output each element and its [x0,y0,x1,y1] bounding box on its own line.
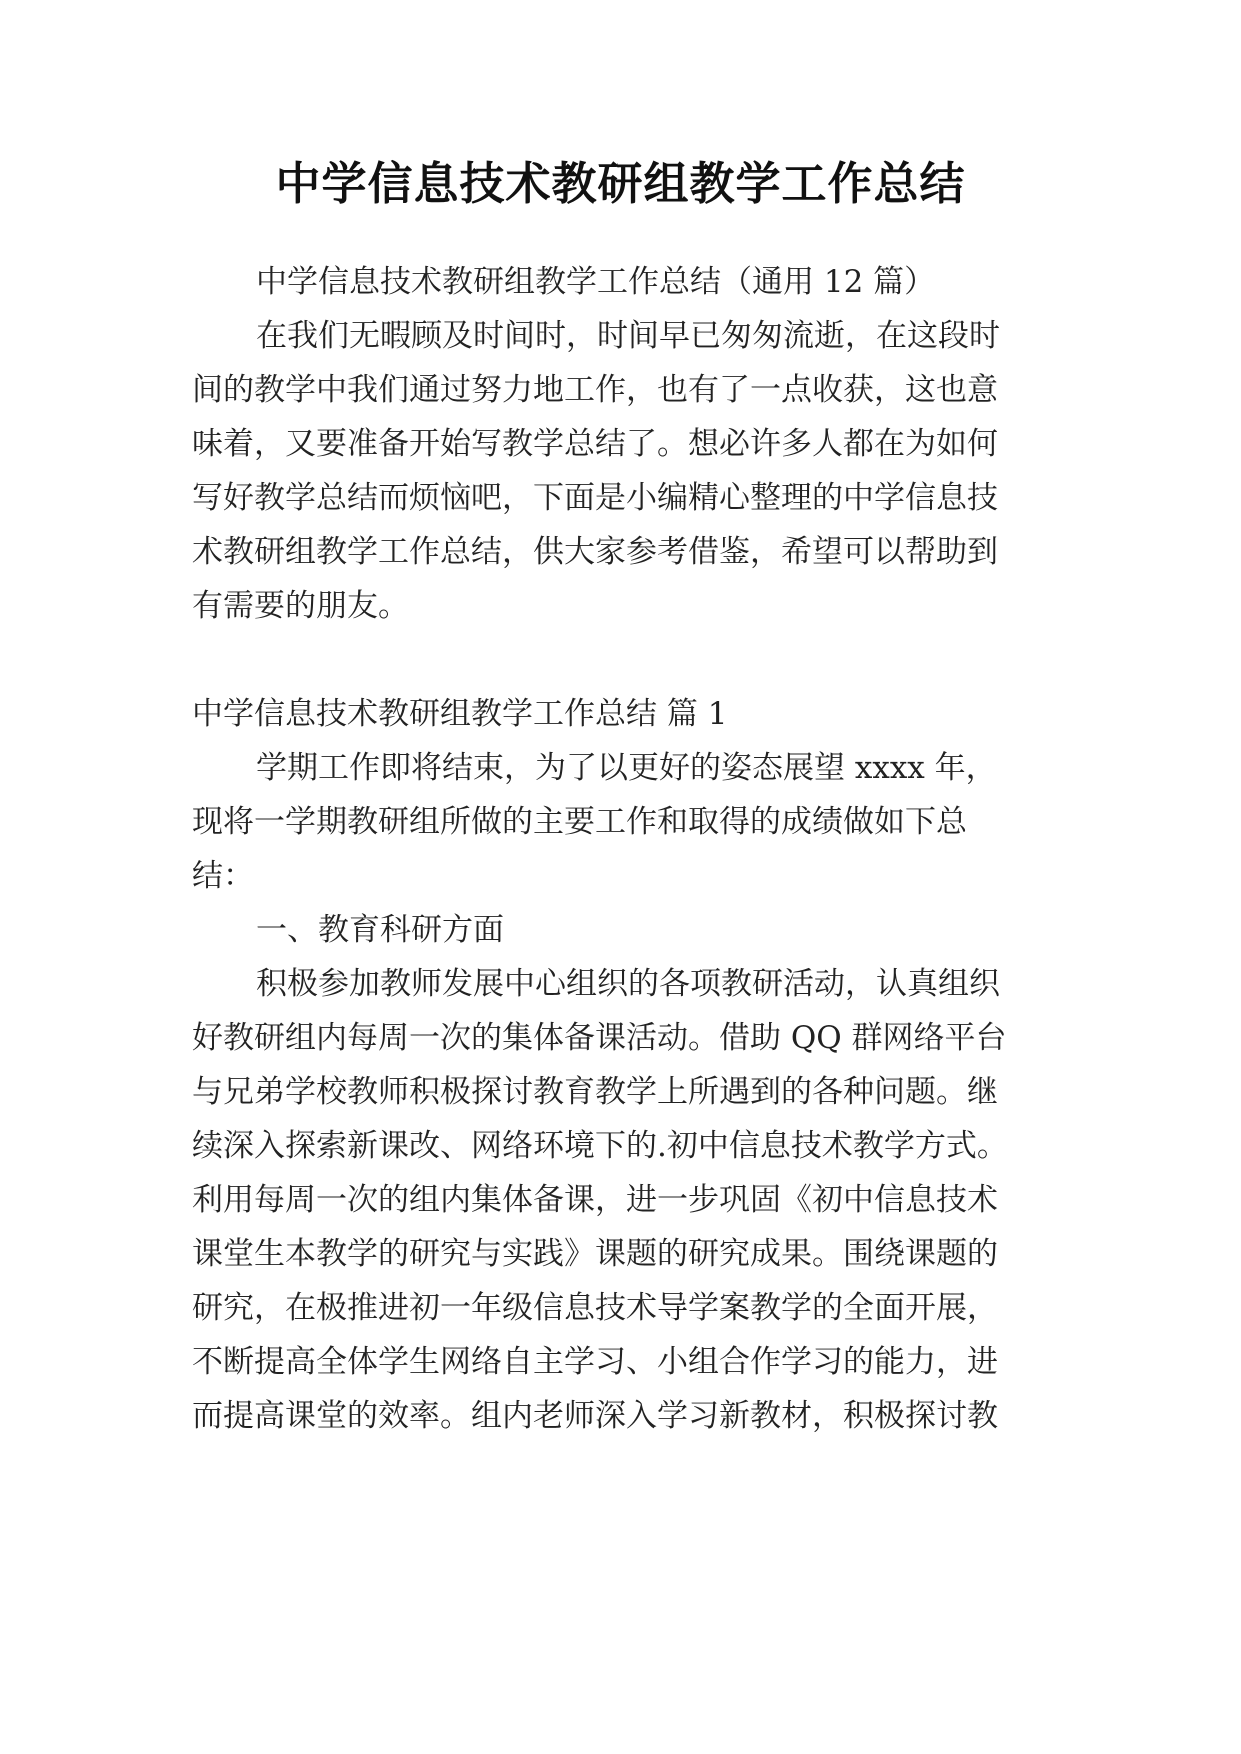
text-line: 积极参加教师发展中心组织的各项教研活动，认真组织 [256,966,1000,1002]
text-line: 学期工作即将结束，为了以更好的姿态展望 xxxx 年， [256,750,997,786]
text-line: 现将一学期教研组所做的主要工作和取得的成绩做如下总 [192,804,967,840]
text-line: 研究，在极推进初一年级信息技术导学案教学的全面开展， [192,1290,998,1326]
text-line: 而提高课堂的效率。组内老师深入学习新教材，积极探讨教 [192,1398,998,1434]
text-line: 在我们无暇顾及时间时，时间早已匆匆流逝，在这段时 [256,318,1000,354]
document-title: 中学信息技术教研组教学工作总结 [275,157,966,210]
text-line: 结： [192,858,254,894]
text-line: 写好教学总结而烦恼吧，下面是小编精心整理的中学信息技 [192,480,998,516]
text-line: 好教研组内每周一次的集体备课活动。借助 QQ 群网络平台 [192,1020,1007,1056]
text-line: 续深入探索新课改、网络环境下的.初中信息技术教学方式。 [192,1128,1008,1164]
text-line: 课堂生本教学的研究与实践》课题的研究成果。围绕课题的 [192,1236,998,1272]
section-heading: 中学信息技术教研组教学工作总结 篇 1 [192,696,728,732]
subsection-heading: 一、教育科研方面 [256,912,504,948]
text-line: 不断提高全体学生网络自主学习、小组合作学习的能力，进 [192,1344,998,1380]
text-line: 中学信息技术教研组教学工作总结（通用 12 篇） [256,264,936,300]
text-line: 利用每周一次的组内集体备课，进一步巩固《初中信息技术 [192,1182,998,1218]
text-line: 间的教学中我们通过努力地工作，也有了一点收获，这也意 [192,372,998,408]
text-line: 有需要的朋友。 [192,588,409,624]
text-line: 与兄弟学校教师积极探讨教育教学上所遇到的各种问题。继 [192,1074,998,1110]
text-line: 味着，又要准备开始写教学总结了。想必许多人都在为如何 [192,426,998,462]
text-line: 术教研组教学工作总结，供大家参考借鉴，希望可以帮助到 [192,534,998,570]
